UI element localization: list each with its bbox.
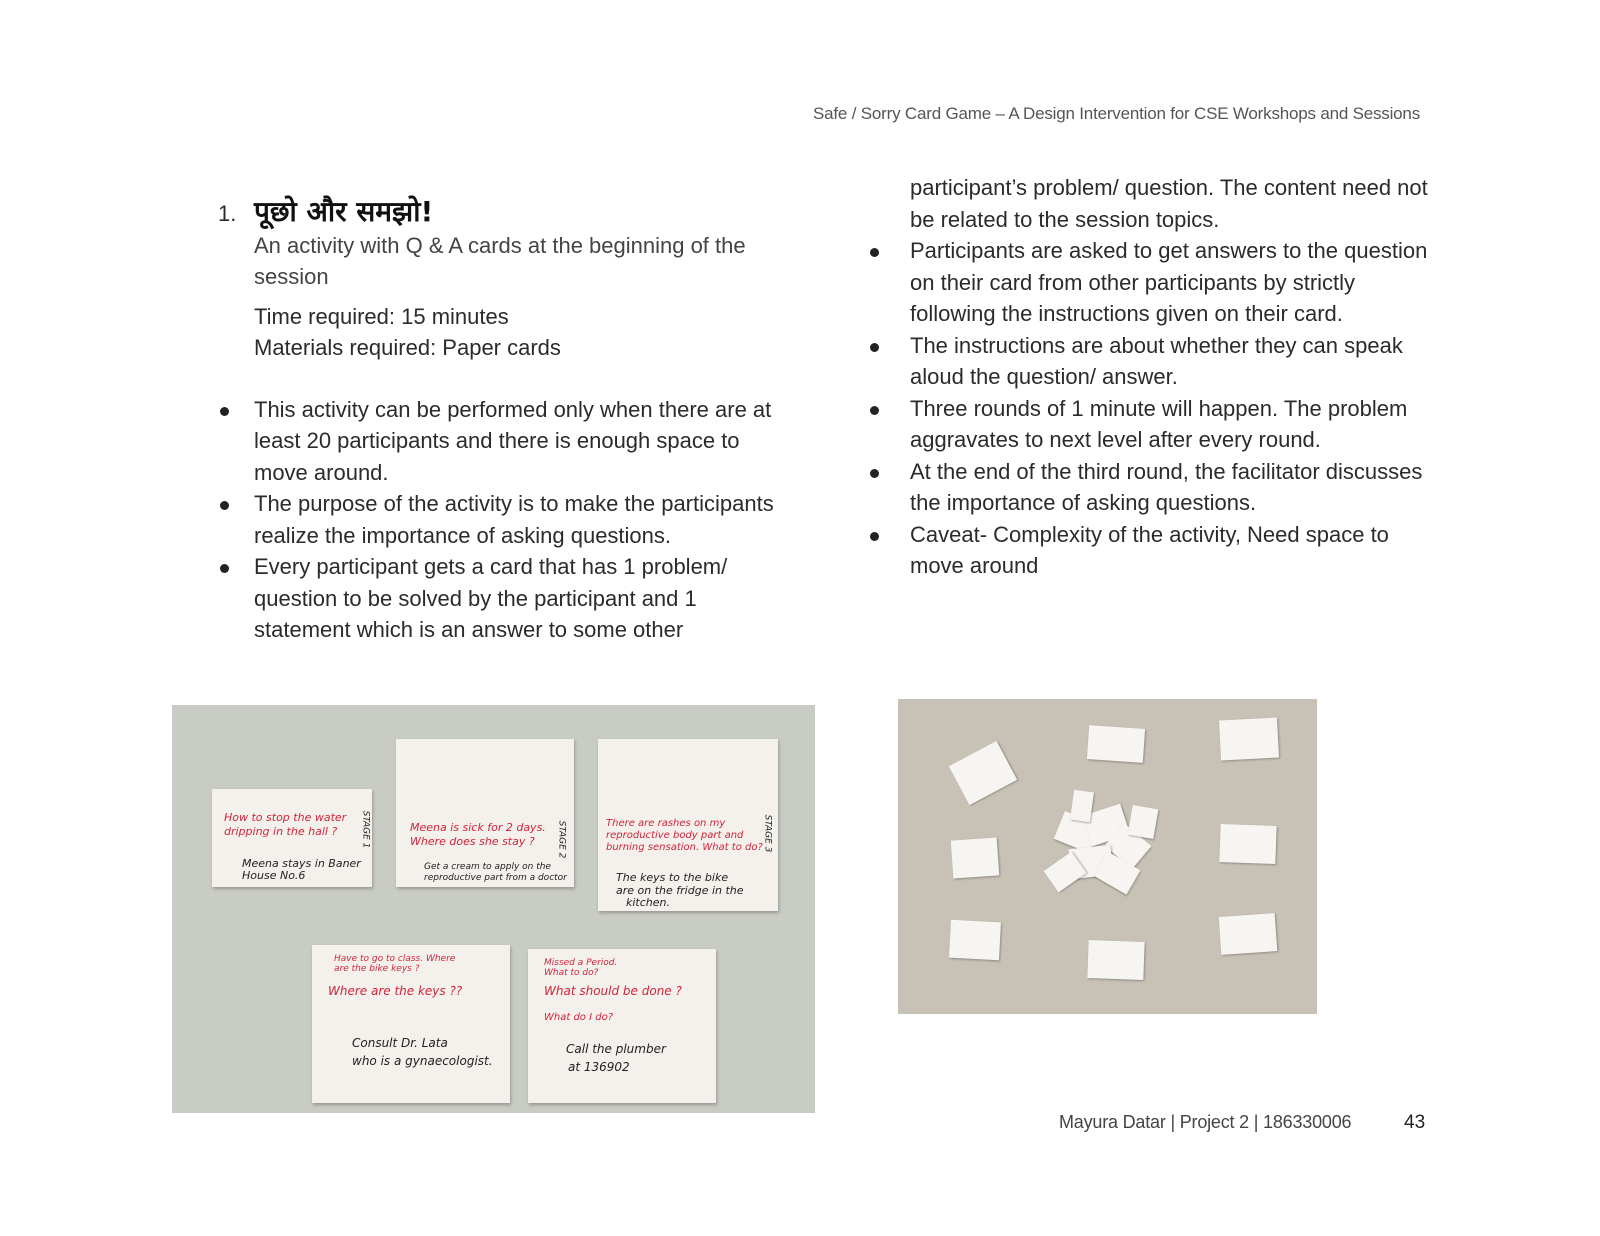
bullet-item: At the end of the third round, the facilitator discusses the importance of asking questions. [868, 456, 1428, 519]
card-answer: House No.6 [242, 869, 306, 882]
right-column [868, 172, 1428, 582]
card-question: dripping in the hall ? [224, 825, 338, 838]
paper-slip [949, 741, 1017, 805]
time-required: Time required: 15 minutes [254, 303, 509, 329]
card-answer: reproductive part from a doctor [424, 873, 567, 883]
card-question: What do I do? [544, 1012, 613, 1023]
page-number: 43 [1404, 1112, 1426, 1133]
materials-required: Materials required: Paper cards [254, 335, 561, 360]
qa-cards-photo [172, 705, 815, 1113]
paper-slip [1128, 805, 1159, 839]
photo-card [528, 949, 716, 1103]
photo-card [212, 789, 372, 887]
card-answer: who is a gynaecologist. [352, 1054, 493, 1068]
card-answer: The keys to the bike [616, 871, 729, 884]
card-question: Have to go to class. Where [334, 954, 456, 964]
card-question: Meena is sick for 2 days. [410, 821, 546, 834]
paper-slips-photo [898, 699, 1317, 1014]
card-question: How to stop the water [224, 811, 347, 824]
card-answer: Call the plumber [566, 1042, 666, 1056]
bullet-item: This activity can be performed only when there are at least 20 participants and there is enough space to move around. [218, 394, 778, 489]
card-answer: Consult Dr. Lata [352, 1036, 448, 1050]
paper-slip [1219, 824, 1276, 864]
photo-card [312, 945, 510, 1103]
card-stage: STAGE 3 [762, 814, 773, 853]
paper-slip [1087, 725, 1145, 763]
bullet-item: The purpose of the activity is to make the participants realize the importance of asking questions. [218, 488, 778, 551]
running-header: Safe / Sorry Card Game – A Design Intervention for CSE Workshops and Sessions [813, 104, 1420, 123]
card-stage: STAGE 2 [556, 820, 567, 859]
photo-card [598, 739, 778, 911]
card-answer: at 136902 [568, 1060, 630, 1074]
left-column [218, 196, 778, 646]
activity-heading [218, 196, 778, 230]
activity-number: 1. [218, 201, 237, 226]
card-question: are the bike keys ? [334, 964, 420, 974]
footer-credit: Mayura Datar | Project 2 | 186330006 [1059, 1112, 1352, 1132]
bullet-item: Participants are asked to get answers to the question on their card from other participants by strictly following the instructions given on their card. [868, 235, 1428, 330]
card-question: What to do? [544, 968, 599, 978]
left-bullet-list [218, 394, 778, 646]
card-question: burning sensation. What to do? [606, 842, 763, 853]
card-question: Where are the keys ?? [328, 984, 463, 998]
card-answer: Meena stays in Baner [242, 857, 361, 870]
card-question: reproductive body part and [606, 830, 744, 841]
card-question: Missed a Period. [544, 958, 618, 968]
card-answer: Get a cream to apply on the [424, 862, 551, 872]
bullet-item: Three rounds of 1 minute will happen. The problem aggravates to next level after every round. [868, 393, 1428, 456]
card-answer: kitchen. [626, 896, 670, 909]
bullet-continuation: participant’s problem/ question. The content need not be related to the session topics. [910, 175, 1428, 232]
card-answer: are on the fridge in the [616, 884, 744, 897]
activity-title: पूछो और समझो! [254, 195, 434, 228]
paper-slip [949, 920, 1001, 961]
paper-slip [1219, 718, 1279, 761]
right-bullet-list [868, 235, 1428, 582]
paper-slip [951, 837, 1000, 878]
paper-slip [1219, 913, 1278, 955]
bullet-item: Every participant gets a card that has 1 problem/ question to be solved by the participant and 1 statement which is an answer to some other [218, 551, 778, 646]
paper-slip [1087, 940, 1144, 980]
card-stage: STAGE 1 [360, 810, 371, 849]
activity-subtitle: An activity with Q & A cards at the beginning of the session [254, 232, 746, 289]
photo-card [396, 739, 574, 887]
card-question: There are rashes on my [606, 818, 726, 829]
paper-slip [1070, 790, 1094, 822]
card-question: What should be done ? [544, 984, 682, 998]
bullet-item: Caveat- Complexity of the activity, Need space to move around [868, 519, 1428, 582]
card-question: Where does she stay ? [410, 835, 535, 848]
bullet-item: The instructions are about whether they can speak aloud the question/ answer. [868, 330, 1428, 393]
